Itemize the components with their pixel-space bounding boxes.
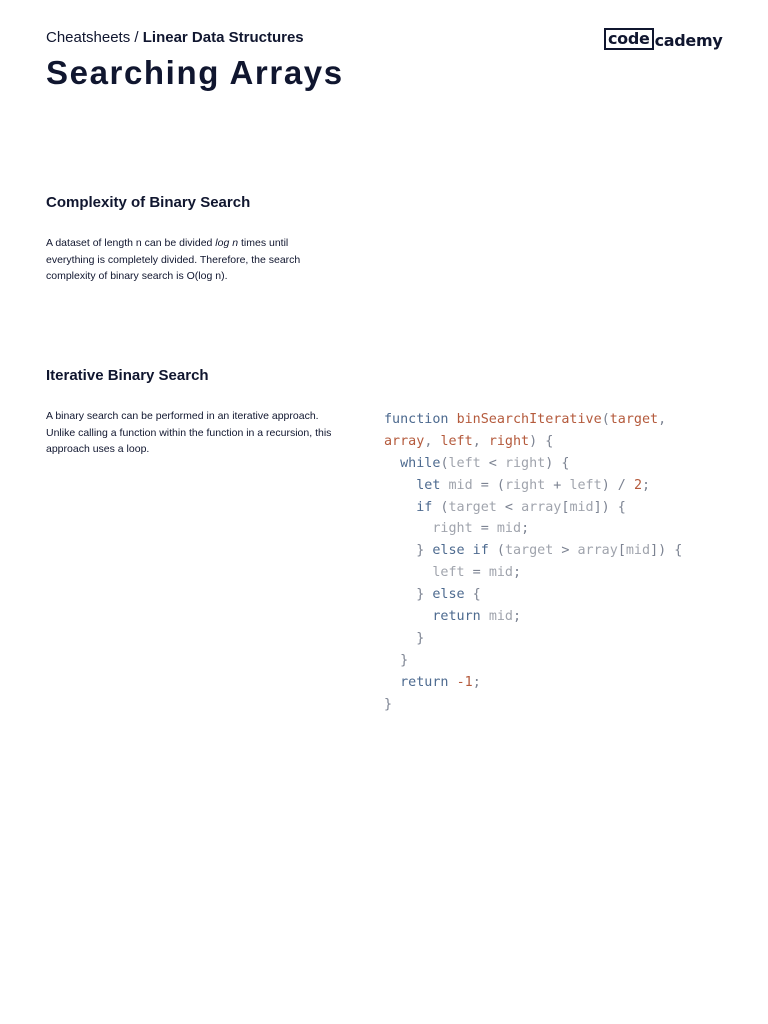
code-token: array — [577, 543, 618, 559]
code-token: ( — [432, 499, 449, 515]
breadcrumb-separator: / — [130, 29, 143, 46]
code-token: mid — [625, 543, 651, 559]
section-heading-complexity: Complexity of Binary Search — [46, 194, 251, 211]
code-token: } — [384, 652, 409, 668]
code-token: , — [424, 433, 441, 449]
code-token — [449, 412, 457, 427]
code-token: left — [440, 433, 473, 449]
code-line — [384, 584, 682, 606]
code-token — [384, 478, 416, 493]
code-token: array — [384, 433, 425, 449]
code-line — [384, 540, 682, 562]
code-line — [384, 628, 682, 650]
code-token: mid — [488, 609, 513, 625]
code-token — [384, 609, 432, 624]
code-token: target — [609, 412, 659, 427]
code-token — [384, 675, 400, 690]
breadcrumb-current[interactable]: Linear Data Structures — [142, 29, 304, 46]
breadcrumb — [46, 29, 304, 46]
code-token: < — [496, 499, 522, 515]
code-token: ; — [513, 609, 522, 625]
code-token: ; — [472, 674, 481, 690]
code-token: , — [472, 433, 489, 449]
section-text-iterative: A binary search can be performed in an iterative approach. Unlike calling a function within the function in a recursion, this approach uses a loop. — [46, 410, 332, 455]
code-token: binSearchIterative — [456, 412, 602, 427]
code-token: } — [384, 543, 433, 559]
code-token: return — [432, 609, 481, 625]
complexity-text-part2: times until everything is completely divided. Therefore, the search complexity of binary search is O(log n). — [46, 237, 301, 282]
code-token: mid — [569, 499, 594, 515]
code-line — [384, 497, 682, 519]
code-token — [449, 675, 457, 690]
code-token: if — [416, 499, 433, 515]
code-token — [440, 478, 448, 493]
code-line — [384, 453, 682, 475]
breadcrumb-root-link[interactable]: Cheatsheets — [46, 29, 131, 46]
code-token: -1 — [456, 674, 473, 690]
code-line — [384, 650, 682, 672]
code-token: < — [480, 455, 505, 471]
code-token: ) / — [601, 477, 634, 493]
codecademy-logo[interactable] — [604, 28, 722, 50]
code-token — [481, 609, 489, 624]
code-token: ; — [513, 565, 522, 581]
code-token: ( — [488, 543, 505, 559]
code-token — [384, 456, 400, 471]
code-line — [384, 694, 682, 716]
code-token: mid — [448, 477, 473, 493]
page-title: Searching Arrays — [46, 54, 344, 91]
code-token: target — [448, 499, 497, 515]
code-token: left — [432, 565, 465, 581]
code-token: mid — [488, 565, 513, 581]
code-token: right — [504, 477, 546, 493]
code-token: = ( — [472, 477, 505, 493]
code-block — [384, 409, 682, 715]
code-token: right — [504, 455, 546, 471]
code-token: else if — [432, 543, 489, 559]
code-token: = — [472, 521, 497, 537]
code-token: } — [384, 630, 425, 646]
code-line — [384, 409, 682, 431]
code-token: ; — [642, 477, 651, 493]
code-token: return — [400, 674, 449, 690]
code-token: [ — [561, 499, 570, 515]
code-token: left — [448, 455, 481, 471]
complexity-text-italic: log n — [215, 237, 239, 249]
section-heading-iterative: Iterative Binary Search — [46, 367, 209, 384]
code-token: } — [384, 696, 393, 712]
code-token: + — [545, 477, 570, 493]
section-text-complexity — [46, 235, 336, 285]
code-token: target — [504, 543, 554, 559]
logo-rest-text: cademy — [654, 31, 723, 50]
code-token — [384, 565, 432, 580]
code-token: right — [432, 521, 473, 537]
logo-box-text: code — [604, 28, 654, 50]
code-token: function — [384, 412, 449, 427]
code-token: while — [400, 455, 441, 471]
code-token: , — [658, 412, 667, 427]
code-line — [384, 672, 682, 694]
code-token: mid — [496, 521, 522, 537]
code-line — [384, 475, 682, 497]
code-token: ; — [521, 521, 530, 537]
code-token: } — [384, 587, 433, 603]
code-token: ) { — [529, 433, 554, 449]
code-token — [384, 521, 432, 536]
code-line — [384, 518, 682, 540]
code-token: ( — [440, 455, 449, 471]
code-token: 2 — [633, 477, 642, 493]
code-token: else — [432, 587, 465, 603]
code-token: ) { — [545, 455, 570, 471]
code-token: ]) { — [650, 543, 683, 559]
code-token: right — [488, 433, 530, 449]
code-line — [384, 562, 682, 584]
code-token: [ — [617, 543, 626, 559]
code-token: ( — [601, 412, 610, 427]
code-line — [384, 431, 682, 453]
code-token — [384, 500, 416, 515]
code-token: left — [569, 477, 602, 493]
code-token: > — [553, 543, 578, 559]
code-line — [384, 606, 682, 628]
code-token: let — [416, 477, 441, 493]
code-token: = — [464, 565, 489, 581]
code-token: { — [464, 587, 481, 603]
code-token: ]) { — [593, 499, 626, 515]
complexity-text-part1: A dataset of length n can be divided — [46, 237, 216, 249]
code-token: array — [521, 499, 562, 515]
